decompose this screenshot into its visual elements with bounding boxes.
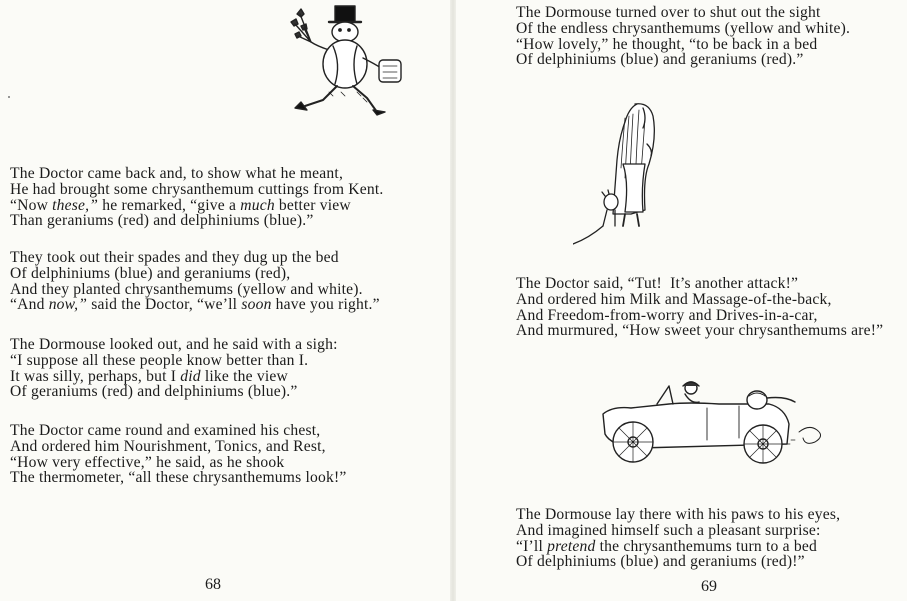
poem-line: “I suppose all these people know better than I. [10, 351, 309, 369]
poem-line: And they planted chrysanthemums (yellow and white). [10, 280, 363, 298]
speck [8, 96, 10, 98]
line-segment: said the Doctor, “we’ll [87, 296, 242, 314]
poem-line [10, 297, 380, 313]
italic-segment: did [180, 367, 201, 385]
poem-line: And murmured, “How sweet your chrysanthemums are!” [516, 322, 884, 340]
italic-segment: these,” [52, 196, 99, 214]
left-stanza-3 [10, 337, 338, 400]
line-segment: better view [274, 196, 351, 214]
line-segment: “And [10, 296, 49, 314]
poem-line: “How very effective,” he said, as he shook [10, 453, 285, 471]
poem-line: The Doctor came round and examined his chest, [10, 422, 321, 439]
poem-line: “How lovely,” he thought, “to be back in a bed [516, 35, 818, 53]
poem-line: Of delphiniums (blue) and geraniums (red).” [516, 51, 804, 69]
right-page [455, 0, 907, 601]
italic-segment: much [240, 196, 275, 214]
poem-line: And Freedom-from-worry and Drives-in-a-car, [516, 306, 818, 324]
poem-line: And imagined himself such a pleasant surprise: [516, 521, 821, 539]
line-segment: the chrysanthemums turn to a bed [595, 537, 817, 555]
line-segment: “Now [10, 196, 53, 214]
nurse-dormouse-illustration [573, 98, 673, 248]
poem-line [516, 539, 840, 555]
poem-line: Of delphiniums (blue) and geraniums (red)!” [516, 553, 805, 571]
line-segment: like the view [200, 367, 289, 385]
poem-line: The Dormouse looked out, and he said with a sigh: [10, 336, 338, 353]
italic-segment: now,” [48, 296, 88, 314]
right-stanza-3 [516, 507, 840, 570]
poem-line: And ordered him Nourishment, Tonics, and Rest, [10, 437, 326, 455]
poem-line: The Dormouse turned over to shut out the sight [516, 4, 821, 21]
poem-line: He had brought some chrysanthemum cuttings from Kent. [10, 180, 384, 198]
motor-car-illustration [599, 374, 829, 474]
line-segment: It was silly, perhaps, but I [10, 367, 181, 385]
poem-line [10, 198, 384, 214]
left-page [0, 0, 450, 601]
poem-line: Of delphiniums (blue) and geraniums (red), [10, 264, 291, 282]
poem-line: Than geraniums (red) and delphiniums (blue).” [10, 212, 314, 230]
line-segment: have you right.” [271, 296, 380, 314]
page-number-right: 69 [701, 578, 717, 595]
poem-line: They took out their spades and they dug up the bed [10, 249, 339, 266]
poem-line: Of the endless chrysanthemums (yellow and white). [516, 19, 851, 37]
left-stanza-2 [10, 250, 380, 313]
left-stanza-4 [10, 423, 347, 486]
left-stanza-1 [10, 166, 384, 229]
doctor-running-illustration [283, 2, 413, 117]
poem-line: The Doctor said, “Tut! It’s another attack!” [516, 275, 799, 292]
right-stanza-1 [516, 5, 850, 68]
right-stanza-2 [516, 276, 883, 339]
poem-line: The Dormouse lay there with his paws to his eyes, [516, 506, 841, 523]
poem-line: The thermometer, “all these chrysanthemums look!” [10, 469, 347, 487]
page-number-left: 68 [205, 576, 221, 593]
line-segment: he remarked, “give a [98, 196, 241, 214]
poem-line: Of geraniums (red) and delphiniums (blue).” [10, 383, 298, 401]
italic-segment: pretend [547, 537, 596, 555]
poem-line [10, 369, 338, 385]
italic-segment: soon [241, 296, 272, 314]
poem-line: And ordered him Milk and Massage-of-the-back, [516, 290, 832, 308]
poem-line: The Doctor came back and, to show what he meant, [10, 165, 344, 182]
line-segment: “I’ll [516, 537, 548, 555]
